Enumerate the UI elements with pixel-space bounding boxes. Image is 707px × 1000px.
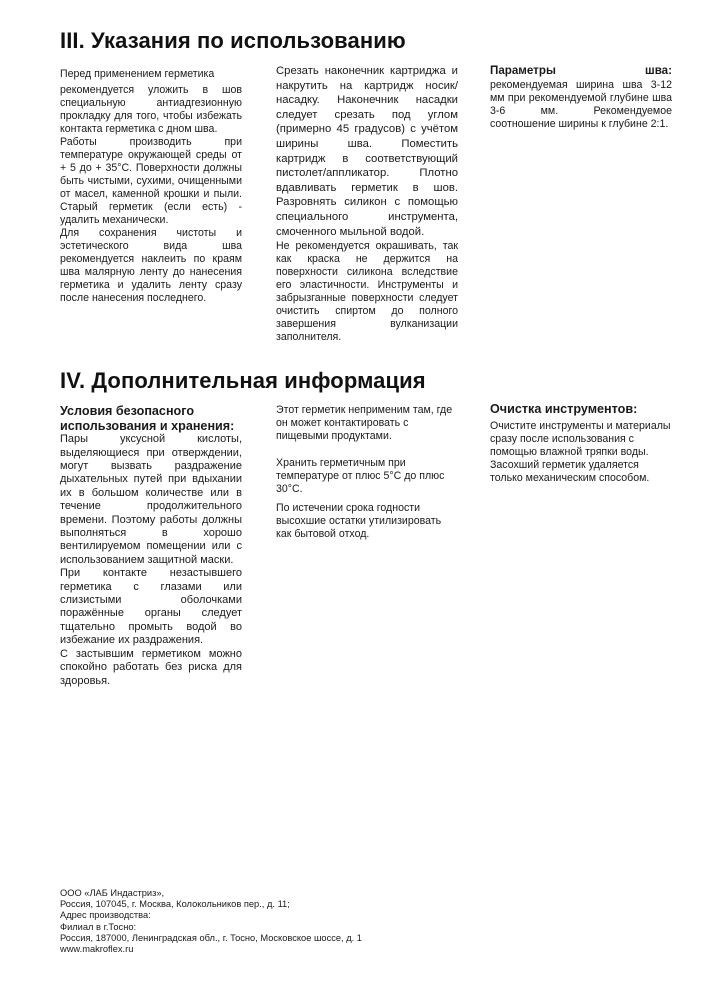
section-4-column-2: [276, 404, 458, 541]
paragraph: Работы производить при температуре окружающей среды от + 5 до + 35°C. Поверхности должны быть чистыми, сухими, очищенными от масел, каменной крошки и пыли. Старый герметик (если есть) - удалить механически.: [60, 136, 242, 226]
paragraph: рекомендуется уложить в шов специальную антиадгезионную прокладку для того, чтобы избежать контакта герметика с дном шва.: [60, 84, 242, 135]
paragraph: С застывшим герметиком можно спокойно работать без риска для здоровья.: [60, 647, 242, 687]
section-4-column-1: [60, 404, 242, 688]
footer-contacts: [60, 888, 362, 955]
section-3-column-1: [60, 68, 242, 305]
lead-text: Перед применением герметика: [60, 68, 215, 80]
section-3-title: III. Указания по использованию: [60, 28, 406, 53]
paragraph: Не рекомендуется окрашивать, так как краска не держится на поверхности силикона вследствие его эластичности. Инструменты и забрызганные поверхности следует очистить спиртом до полного завершения вулканизации заполнителя.: [276, 240, 458, 344]
paragraph: По истечении срока годности высохшие остатки утилизировать как бытовой отход.: [276, 502, 442, 540]
paragraph: Пары уксусной кислоты, выделяющиеся при отверждении, могут вызвать раздражение дыхательных путей при вдыхании их в большом количестве или в течение продолжительного времени. Поэтому работы должны выполняться в хорошо вентилируемом помещении или с использованием защитной маски.: [60, 433, 242, 566]
paragraph: При контакте незастывшего герметика с глазами или слизистыми оболочками поражённые органы следует тщательно промыть водой во избежание их раздражения.: [60, 567, 242, 647]
company-name: ООО «ЛАБ Индастриз»,: [60, 888, 165, 898]
branch-label: Филиал в г.Тосно:: [60, 921, 137, 932]
safety-heading: Условия безопасного использования и хранения:: [60, 404, 235, 433]
tool-cleaning-heading: Очистка инструментов:: [490, 402, 638, 416]
section-3-column-2: [276, 64, 458, 344]
paragraph: Этот герметик неприменим там, где он может контактировать с пищевыми продуктами.: [276, 404, 453, 442]
section-4-title: IV. Дополнительная информация: [60, 368, 426, 393]
section-4-column-3: [490, 402, 672, 485]
paragraph: Хранить герметичным при температуре от плюс 5°C до плюс 30°C.: [276, 457, 445, 495]
branch-address: Россия, 187000, Ленинградская обл., г. Тосно, Московское шоссе, д. 1: [60, 932, 362, 943]
paragraph: рекомендуемая ширина шва 3-12 мм при рекомендуемой глубине шва 3-6 мм. Рекомендуемое соотношение ширины к глубине 2:1.: [490, 78, 672, 130]
section-3-column-3: [490, 64, 672, 131]
seam-params-heading: Параметры шва:: [490, 64, 672, 77]
company-address: Россия, 107045, г. Москва, Колокольников пер., д. 11;: [60, 899, 290, 910]
website-link[interactable]: www.makroflex.ru: [60, 944, 134, 955]
paragraph: Очистите инструменты и материалы сразу после использования с помощью влажной тряпки воды. Засохший герметик удаляется только механическим способом.: [490, 419, 671, 484]
production-label: Адрес производства:: [60, 910, 151, 921]
paragraph: Для сохранения чистоты и эстетического вида шва рекомендуется наклеить по краям шва малярную ленту до нанесения герметика и удалить ленту сразу после нанесения последнего.: [60, 227, 242, 304]
paragraph: Срезать наконечник картриджа и накрутить на картридж носик/насадку. Наконечник насадки следует срезать под углом (примерно 45 градусов) с учётом ширины шва. Поместить картридж в соответствующий пистолет/аппликатор. Плотно вдавливать герметик в шов. Разровнять силикон с помощью специального инструмента, смоченного мыльной водой.: [276, 65, 458, 238]
